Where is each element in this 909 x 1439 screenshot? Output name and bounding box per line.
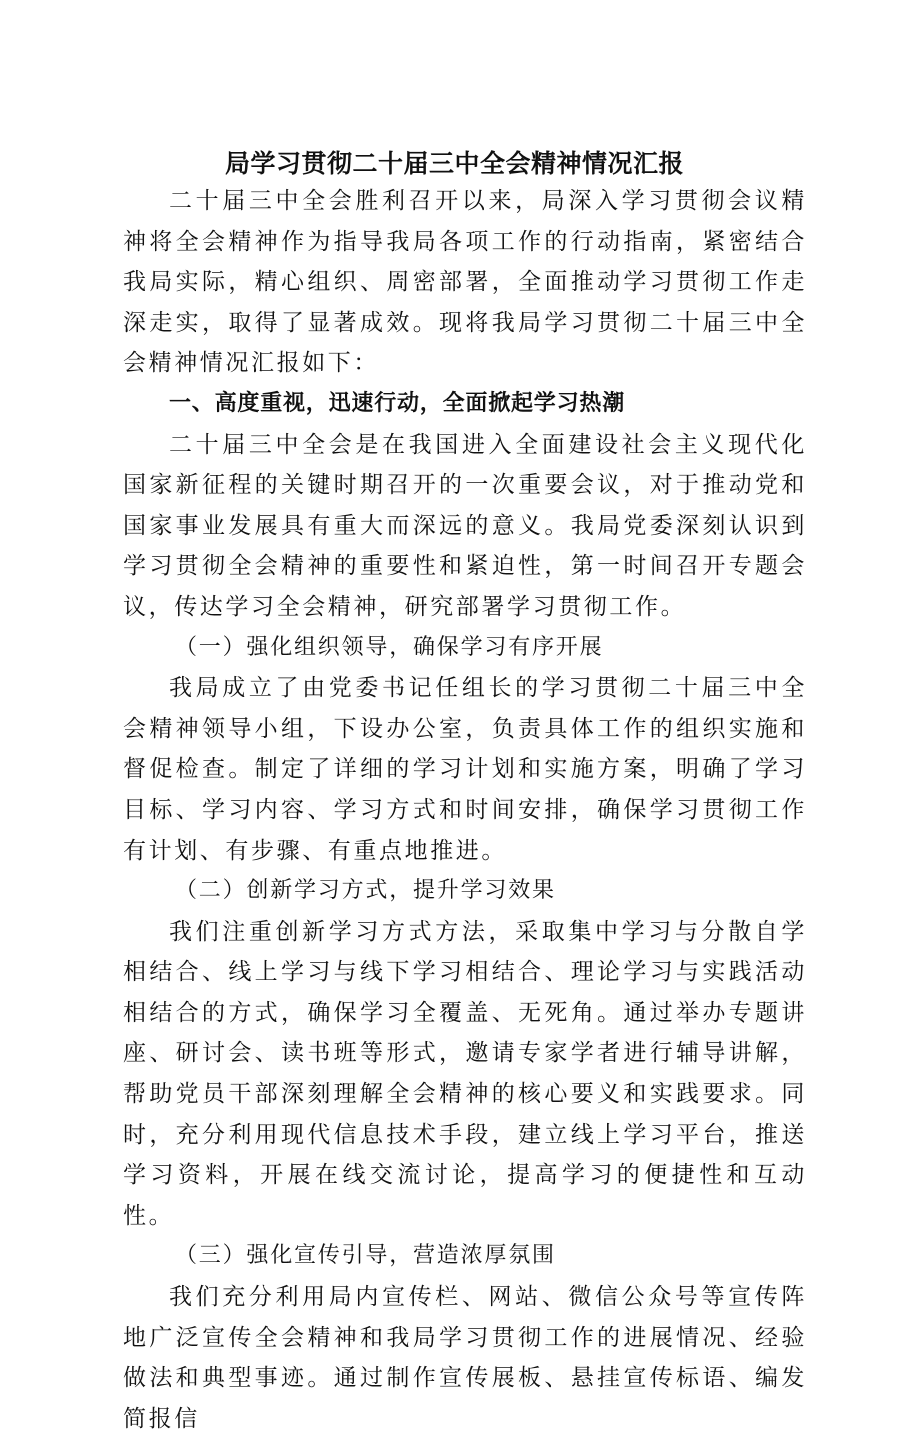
intro-paragraph: 二十届三中全会胜利召开以来，局深入学习贯彻会议精神将全会精神作为指导我局各项工作的行动指南，紧密结合我局实际，精心组织、周密部署，全面推动学习贯彻工作走深走实，取得了显著成效。现将我局学习贯彻二十届三中全会精神情况汇报如下： [123, 188, 807, 377]
document-body [123, 181, 807, 1439]
section-1-heading: 一、高度重视，迅速行动，全面掀起学习热潮 [169, 390, 626, 416]
subsection-1-paragraph: 我局成立了由党委书记任组长的学习贯彻二十届三中全会精神领导小组，下设办公室，负责具体工作的组织实施和督促检查。制定了详细的学习计划和实施方案，明确了学习目标、学习内容、学习方式和时间安排，确保学习贯彻工作有计划、有步骤、有重点地推进。 [123, 675, 807, 864]
document-title: 局学习贯彻二十届三中全会精神情况汇报 [224, 149, 684, 178]
subsection-3-heading: （三）强化宣传引导，营造浓厚氛围 [175, 1243, 556, 1269]
subsection-1-heading: （一）强化组织领导，确保学习有序开展 [175, 634, 604, 660]
section-1-paragraph: 二十届三中全会是在我国进入全面建设社会主义现代化国家新征程的关键时期召开的一次重要会议，对于推动党和国家事业发展具有重大而深远的意义。我局党委深刻认识到学习贯彻全会精神的重要性和紧迫性，第一时间召开专题会议，传达学习全会精神，研究部署学习贯彻工作。 [123, 431, 807, 620]
subsection-3-paragraph: 我们充分利用局内宣传栏、网站、微信公众号等宣传阵地广泛宣传全会精神和我局学习贯彻工作的进展情况、经验做法和典型事迹。通过制作宣传展板、悬挂宣传标语、编发简报信 [123, 1284, 807, 1432]
subsection-2-heading: （二）创新学习方式，提升学习效果 [175, 878, 556, 904]
subsection-2-paragraph: 我们注重创新学习方式方法，采取集中学习与分散自学相结合、线上学习与线下学习相结合、理论学习与实践活动相结合的方式，确保学习全覆盖、无死角。通过举办专题讲座、研讨会、读书班等形式，邀请专家学者进行辅导讲解，帮助党员干部深刻理解全会精神的核心要义和实践要求。同时，充分利用现代信息技术手段，建立线上学习平台，推送学习资料，开展在线交流讨论，提高学习的便捷性和互动性。 [123, 918, 807, 1229]
